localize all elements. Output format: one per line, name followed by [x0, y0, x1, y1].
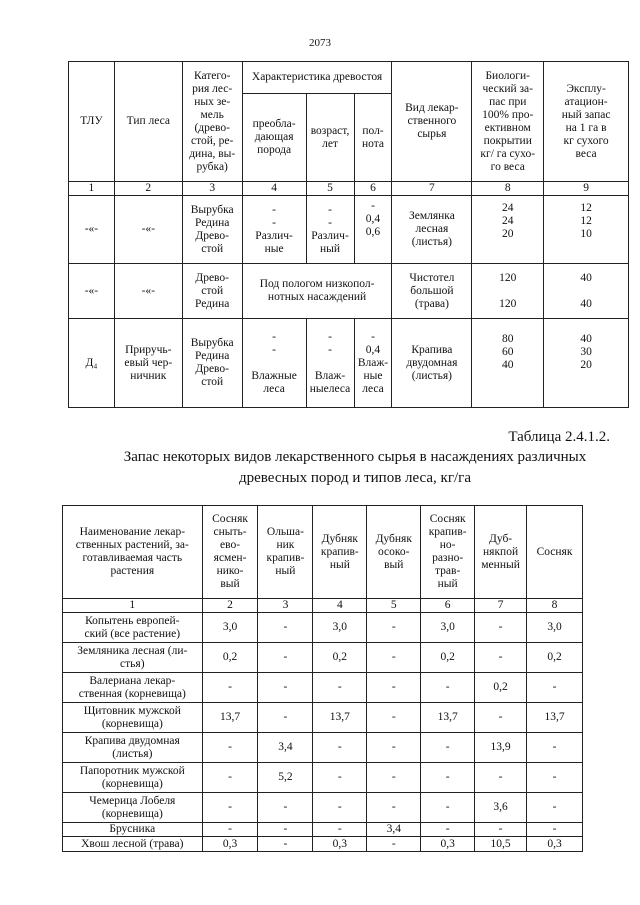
- stock-value-cell: -: [527, 673, 583, 703]
- stock-value-cell: 0,3: [421, 837, 475, 852]
- stock-value-cell: -: [258, 613, 313, 643]
- cell-category: Древо- стой Редина: [182, 264, 242, 319]
- stock-value-cell: -: [313, 823, 367, 837]
- stock-value-cell: -: [367, 643, 421, 673]
- col-number: 8: [527, 599, 583, 613]
- cell-category: Вырубка Редина Древо- стой: [182, 319, 242, 408]
- stock-value-cell: -: [527, 823, 583, 837]
- stock-value-cell: -: [258, 823, 313, 837]
- header-oak-sedge: Дубняк осоко- вый: [367, 506, 421, 599]
- stock-value-cell: -: [527, 733, 583, 763]
- table-row: [63, 613, 583, 643]
- stock-value-cell: 0,2: [475, 673, 527, 703]
- stock-value-cell: 13,7: [313, 703, 367, 733]
- plant-name-cell: Чемерица Лобеля (корневища): [63, 793, 203, 823]
- stock-value-cell: 10,5: [475, 837, 527, 852]
- stock-value-cell: 13,7: [527, 703, 583, 733]
- col-number: 3: [182, 182, 242, 196]
- header-age: возраст, лет: [306, 94, 354, 182]
- cell-bio: 120 120: [472, 264, 544, 319]
- plant-name-cell: Брусника: [63, 823, 203, 837]
- stock-value-cell: -: [367, 793, 421, 823]
- stock-value-cell: -: [421, 733, 475, 763]
- stock-value-cell: -: [475, 643, 527, 673]
- stock-value-cell: -: [258, 703, 313, 733]
- header-forest-type: Тип леса: [114, 62, 182, 182]
- stock-value-cell: 0,3: [313, 837, 367, 852]
- stock-value-cell: -: [527, 793, 583, 823]
- stock-value-cell: -: [202, 763, 258, 793]
- plant-name-cell: Хвош лесной (трава): [63, 837, 203, 852]
- forest-stock-table: [68, 61, 629, 408]
- cell-bio: 80 60 40: [472, 319, 544, 408]
- header-stand-characteristics: Характеристика древостоя: [242, 62, 392, 94]
- table-title: Запас некоторых видов лекарственного сырья в насаждениях различных древесных пород и типов леса, кг/га: [123, 449, 587, 486]
- stock-value-cell: 13,7: [421, 703, 475, 733]
- col-number: 6: [421, 599, 475, 613]
- stock-value-cell: -: [367, 733, 421, 763]
- col-number: 8: [472, 182, 544, 196]
- table-row: [69, 319, 629, 408]
- stock-value-cell: 3,0: [527, 613, 583, 643]
- header-land-category: Катего- рия лес- ных зе- мель (древо- стой, ре- дина, вы- рубка): [182, 62, 242, 182]
- table-caption: Таблица 2.4.1.2.: [508, 429, 610, 445]
- cell-dominant: - - Влажные леса: [242, 319, 306, 408]
- plant-name-cell: Папоротник мужской (корневища): [63, 763, 203, 793]
- stock-value-cell: -: [421, 763, 475, 793]
- cell-dominant: - - Различ- ные: [242, 196, 306, 264]
- stock-value-cell: 13,7: [202, 703, 258, 733]
- cell-forest-type: -«-: [114, 196, 182, 264]
- stock-value-cell: -: [475, 613, 527, 643]
- header-alder-nettle: Ольша- ник крапив- ный: [258, 506, 313, 599]
- stock-value-cell: -: [313, 793, 367, 823]
- header-pine-nettle-herb: Сосняк крапив- но- разно- трав- ный: [421, 506, 475, 599]
- table-row: [63, 673, 583, 703]
- stock-value-cell: 0,2: [202, 643, 258, 673]
- cell-density: - 0,4 0,6: [354, 196, 392, 264]
- table-row: [63, 763, 583, 793]
- cell-forest-type: -«-: [114, 264, 182, 319]
- col-number: 7: [392, 182, 472, 196]
- cell-raw: Чистотел большой (трава): [392, 264, 472, 319]
- stock-value-cell: -: [313, 733, 367, 763]
- table-row: [63, 823, 583, 837]
- table-row: [63, 837, 583, 852]
- stock-value-cell: -: [258, 837, 313, 852]
- medicinal-plants-table: [62, 505, 583, 852]
- stock-value-cell: 3,4: [367, 823, 421, 837]
- plant-name-cell: Копытень европей- ский (все растение): [63, 613, 203, 643]
- stock-value-cell: -: [475, 823, 527, 837]
- stock-value-cell: 13,9: [475, 733, 527, 763]
- col-number: 1: [69, 182, 115, 196]
- stock-value-cell: -: [313, 673, 367, 703]
- stock-value-cell: -: [258, 793, 313, 823]
- plant-name-cell: Валериана лекар- ственная (корневища): [63, 673, 203, 703]
- stock-value-cell: -: [527, 763, 583, 793]
- col-number: 1: [63, 599, 203, 613]
- stock-value-cell: 3,4: [258, 733, 313, 763]
- stock-value-cell: -: [258, 643, 313, 673]
- stock-value-cell: 0,3: [202, 837, 258, 852]
- stock-value-cell: -: [202, 793, 258, 823]
- stock-value-cell: -: [367, 673, 421, 703]
- plant-name-cell: Земляника лесная (ли- стья): [63, 643, 203, 673]
- header-oak-nettle: Дубняк крапив- ный: [313, 506, 367, 599]
- col-number: 6: [354, 182, 392, 196]
- cell-raw: Крапива двудомная (листья): [392, 319, 472, 408]
- col-number: 3: [258, 599, 313, 613]
- stock-value-cell: 5,2: [258, 763, 313, 793]
- stock-value-cell: 0,3: [527, 837, 583, 852]
- header-pine-goutweed: Сосняк сныть- ево- ясмен- нико- вый: [202, 506, 258, 599]
- cell-tlu: Д₄: [69, 319, 115, 408]
- table-row: [63, 703, 583, 733]
- header-density: пол- нота: [354, 94, 392, 182]
- cell-tlu: -«-: [69, 196, 115, 264]
- stock-value-cell: 3,6: [475, 793, 527, 823]
- header-plant-name: Наименование лекар- ственных растений, за- готавливаемая часть растения: [63, 506, 203, 599]
- cell-exploit: 12 12 10: [544, 196, 629, 264]
- stock-value-cell: -: [202, 823, 258, 837]
- header-exploit-stock: Эксплу- атацион- ный запас на 1 га в кг сухого веса: [544, 62, 629, 182]
- stock-value-cell: 0,2: [527, 643, 583, 673]
- stock-value-cell: -: [367, 613, 421, 643]
- col-number: 5: [367, 599, 421, 613]
- table-row: [63, 793, 583, 823]
- stock-value-cell: 3,0: [421, 613, 475, 643]
- header-dominant: преобла- дающая порода: [242, 94, 306, 182]
- cell-exploit: 40 40: [544, 264, 629, 319]
- stock-value-cell: -: [367, 763, 421, 793]
- header-bio-stock: Биологи- ческий за- пас при 100% про- ективном покрытии кг/ га сухо- го веса: [472, 62, 544, 182]
- stock-value-cell: -: [475, 763, 527, 793]
- col-number: 5: [306, 182, 354, 196]
- header-oak-floodplain: Дуб- някпой менный: [475, 506, 527, 599]
- cell-tlu: -«-: [69, 264, 115, 319]
- col-number: 9: [544, 182, 629, 196]
- stock-value-cell: 3,0: [313, 613, 367, 643]
- col-number: 7: [475, 599, 527, 613]
- stock-value-cell: -: [202, 673, 258, 703]
- col-number: 4: [242, 182, 306, 196]
- stock-value-cell: -: [202, 733, 258, 763]
- plant-name-cell: Щитовник мужской (корневища): [63, 703, 203, 733]
- cell-exploit: 40 30 20: [544, 319, 629, 408]
- stock-value-cell: 0,2: [313, 643, 367, 673]
- stock-value-cell: -: [313, 763, 367, 793]
- header-pine: Сосняк: [527, 506, 583, 599]
- table-row: [69, 264, 629, 319]
- stock-value-cell: -: [475, 703, 527, 733]
- cell-canopy-note: Под пологом низкопол- нотных насаждений: [242, 264, 392, 319]
- cell-category: Вырубка Редина Древо- стой: [182, 196, 242, 264]
- cell-age: - - Влаж- ныелеса: [306, 319, 354, 408]
- table-row: [69, 196, 629, 264]
- cell-forest-type: Приручь- евый чер- ничник: [114, 319, 182, 408]
- stock-value-cell: -: [421, 793, 475, 823]
- cell-raw: Землянка лесная (листья): [392, 196, 472, 264]
- cell-density: - 0,4 Влаж- ные леса: [354, 319, 392, 408]
- col-number: 2: [202, 599, 258, 613]
- stock-value-cell: -: [258, 673, 313, 703]
- stock-value-cell: -: [421, 673, 475, 703]
- stock-value-cell: -: [421, 823, 475, 837]
- cell-bio: 24 24 20: [472, 196, 544, 264]
- header-raw-type: Вид лекар- ственного сырья: [392, 62, 472, 182]
- header-tlu: ТЛУ: [69, 62, 115, 182]
- stock-value-cell: -: [367, 837, 421, 852]
- stock-value-cell: 0,2: [421, 643, 475, 673]
- col-number: 2: [114, 182, 182, 196]
- page-number: 2073: [309, 37, 331, 49]
- stock-value-cell: -: [367, 703, 421, 733]
- table-row: [63, 733, 583, 763]
- cell-age: - - Различ- ный: [306, 196, 354, 264]
- table-row: [63, 643, 583, 673]
- stock-value-cell: 3,0: [202, 613, 258, 643]
- plant-name-cell: Крапива двудомная (листья): [63, 733, 203, 763]
- col-number: 4: [313, 599, 367, 613]
